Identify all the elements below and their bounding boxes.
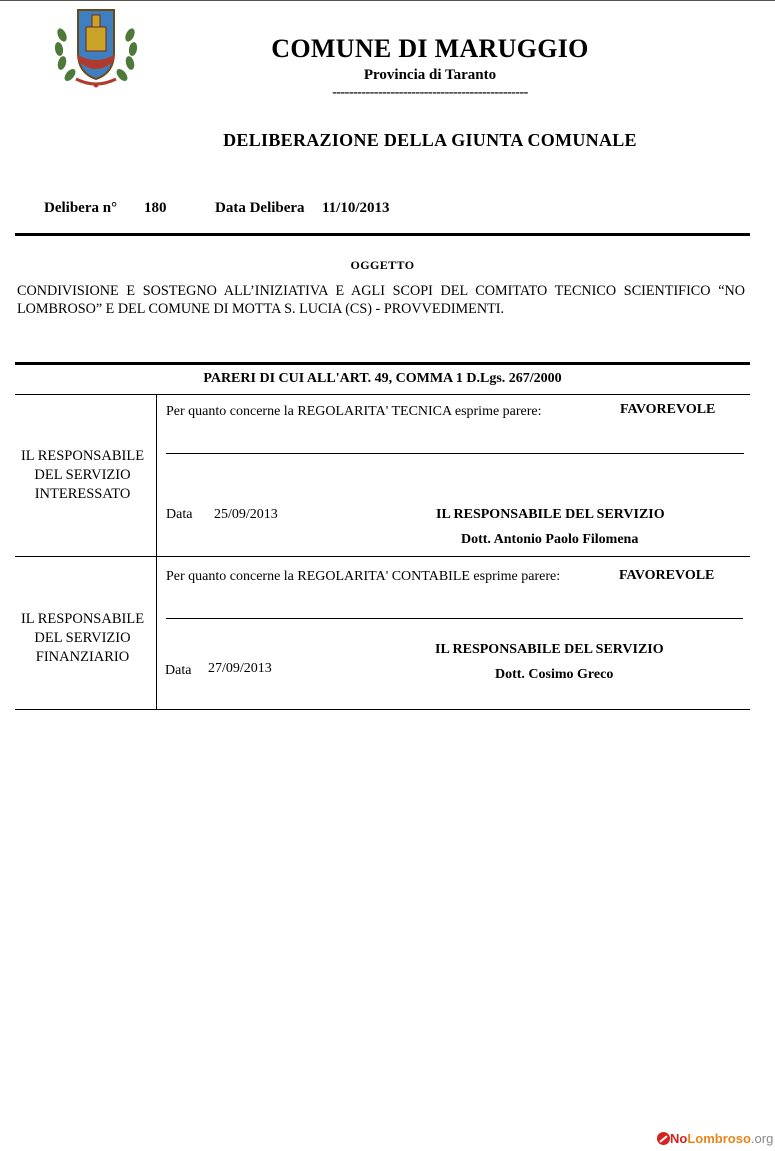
delibera-date: 11/10/2013 <box>322 200 390 216</box>
contabile-signature-line <box>166 618 743 619</box>
header-divider: ----------------------------------------------- <box>332 85 528 100</box>
contabile-statement: Per quanto concerne la REGOLARITA' CONTABILE esprime parere: <box>166 569 561 584</box>
table-column-separator <box>156 394 157 710</box>
watermark <box>657 1131 773 1149</box>
tecnico-outcome: FAVOREVOLE <box>620 402 716 417</box>
contabile-date-label: Data <box>165 663 192 678</box>
top-border <box>0 0 775 1</box>
contabile-signatory-title: IL RESPONSABILE DEL SERVIZIO <box>435 642 664 657</box>
tecnico-date-label: Data <box>166 507 193 522</box>
table-header-line <box>15 394 750 395</box>
tecnico-signatory-title: IL RESPONSABILE DEL SERVIZIO <box>436 507 665 522</box>
contabile-date: 27/09/2013 <box>208 661 272 676</box>
municipality-name: COMUNE DI MARUGGIO <box>271 34 589 63</box>
tecnico-responsible-label: IL RESPONSABILE DEL SERVIZIO INTERESSATO <box>20 448 145 502</box>
tecnico-signature-line <box>166 453 744 454</box>
watermark-part-2: Lombroso <box>687 1131 751 1146</box>
pareri-title: PARERI DI CUI ALL'ART. 49, COMMA 1 D.Lgs. 267/2000 <box>203 371 562 386</box>
tecnico-statement: Per quanto concerne la REGOLARITA' TECNICA esprime parere: <box>166 404 542 419</box>
no-sign-icon <box>657 1132 670 1145</box>
delibera-number: 180 <box>144 200 167 216</box>
contabile-outcome: FAVOREVOLE <box>619 568 715 583</box>
contabile-signatory-name: Dott. Cosimo Greco <box>495 667 614 682</box>
section-divider <box>15 233 750 236</box>
coat-of-arms-icon <box>48 5 144 91</box>
oggetto-label: OGGETTO <box>350 258 415 272</box>
tecnico-date: 25/09/2013 <box>214 507 278 522</box>
watermark-part-1: No <box>670 1131 688 1146</box>
contabile-responsible-label: IL RESPONSABILE DEL SERVIZIO FINANZIARIO <box>20 611 145 665</box>
province-name: Provincia di Taranto <box>363 67 497 83</box>
document-type-title: DELIBERAZIONE DELLA GIUNTA COMUNALE <box>223 130 637 150</box>
tecnico-signatory-name: Dott. Antonio Paolo Filomena <box>461 532 639 547</box>
table-row-separator <box>15 556 750 557</box>
delibera-date-label: Data Delibera <box>215 200 305 216</box>
table-bottom-line <box>15 709 750 710</box>
delibera-number-label: Delibera n° <box>44 200 118 216</box>
pareri-top-border <box>15 362 750 365</box>
watermark-part-3: .org <box>750 1131 774 1146</box>
oggetto-text: CONDIVISIONE E SOSTEGNO ALL’INIZIATIVA E AGLI SCOPI DEL COMITATO TECNICO SCIENTIFICO “NO LOMBROSO” E DEL COMUNE DI MOTTA S. LUCIA (CS) - PROVVEDIMENTI. <box>17 283 745 317</box>
